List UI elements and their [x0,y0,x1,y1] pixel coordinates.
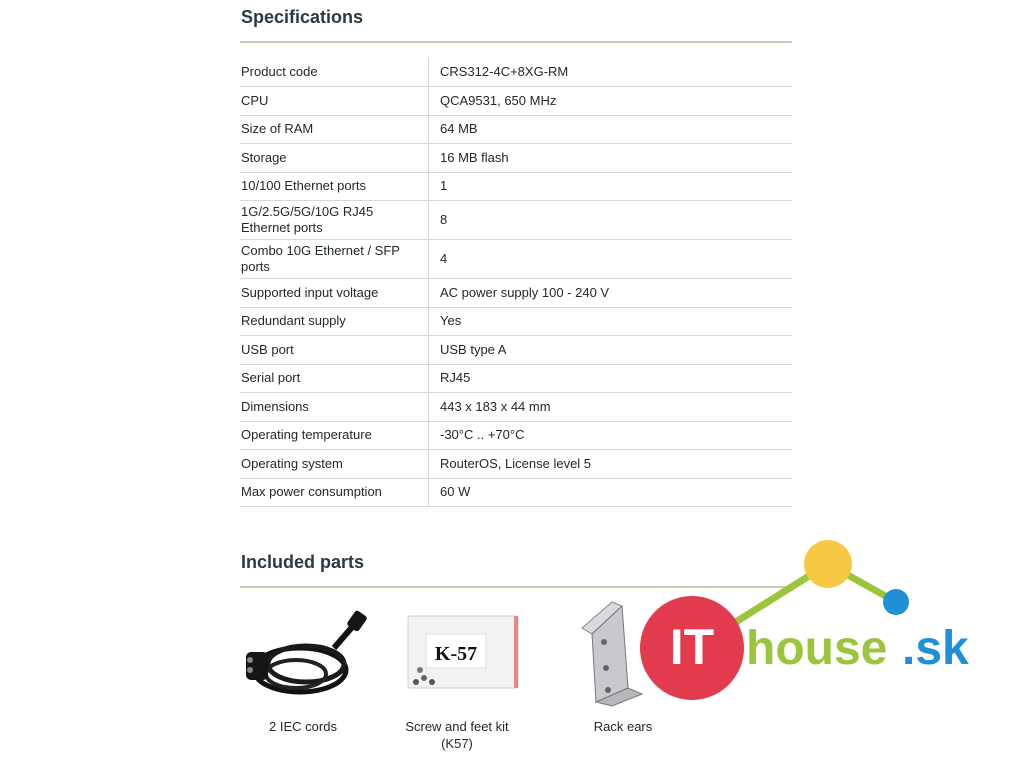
spec-label: CPU [240,87,429,116]
spec-value: 443 x 183 x 44 mm [429,393,793,422]
spec-row [240,478,792,507]
spec-value: RJ45 [429,364,793,393]
spec-value: 1 [429,172,793,201]
spec-value: 8 [429,201,793,240]
spec-value: 60 W [429,478,793,507]
part-label-rack-ears: Rack ears [593,719,653,734]
spec-row [240,240,792,279]
spec-value: QCA9531, 650 MHz [429,87,793,116]
spec-value: USB type A [429,336,793,365]
spec-row [240,201,792,240]
spec-value: 16 MB flash [429,144,793,173]
specifications-heading: Specifications [241,7,364,27]
spec-label: Operating system [240,450,429,479]
spec-row [240,393,792,422]
spec-row [240,144,792,173]
spec-label: Redundant supply [240,307,429,336]
specifications-table [240,58,792,507]
spec-row [240,172,792,201]
spec-value: Yes [429,307,793,336]
ithouse-logo [640,540,1010,700]
spec-label: Operating temperature [240,421,429,450]
spec-label: Storage [240,144,429,173]
bag-label-text: K-57 [434,643,478,665]
spec-label: USB port [240,336,429,365]
screw-kit-image [402,612,522,692]
spec-value: RouterOS, License level 5 [429,450,793,479]
spec-value: 64 MB [429,115,793,144]
spec-row [240,279,792,308]
spec-row [240,115,792,144]
spec-label: Dimensions [240,393,429,422]
spec-label: 1G/2.5G/5G/10G RJ45 Ethernet ports [240,201,429,240]
logo-house-text: house [746,622,888,675]
spec-row [240,87,792,116]
included-parts-heading: Included parts [241,552,365,572]
spec-row [240,307,792,336]
spec-row [240,421,792,450]
logo-it-text: IT [669,619,715,675]
spec-value: 4 [429,240,793,279]
spec-label: Serial port [240,364,429,393]
specifications-divider [240,41,792,43]
spec-row [240,450,792,479]
spec-value: CRS312-4C+8XG-RM [429,58,793,87]
logo-sk-text: .sk [902,622,969,675]
part-label-iec-cords: 2 IEC cords [269,719,337,734]
iec-cord-image [238,608,368,698]
spec-label: 10/100 Ethernet ports [240,172,429,201]
spec-row [240,364,792,393]
part-label-screw-kit: Screw and feet kit (K57) [405,719,509,751]
spec-label: Combo 10G Ethernet / SFP ports [240,240,429,279]
spec-row [240,58,792,87]
spec-label: Product code [240,58,429,87]
spec-label: Supported input voltage [240,279,429,308]
spec-value: -30°C .. +70°C [429,421,793,450]
spec-label: Max power consumption [240,478,429,507]
spec-value: AC power supply 100 - 240 V [429,279,793,308]
spec-row [240,336,792,365]
spec-label: Size of RAM [240,115,429,144]
